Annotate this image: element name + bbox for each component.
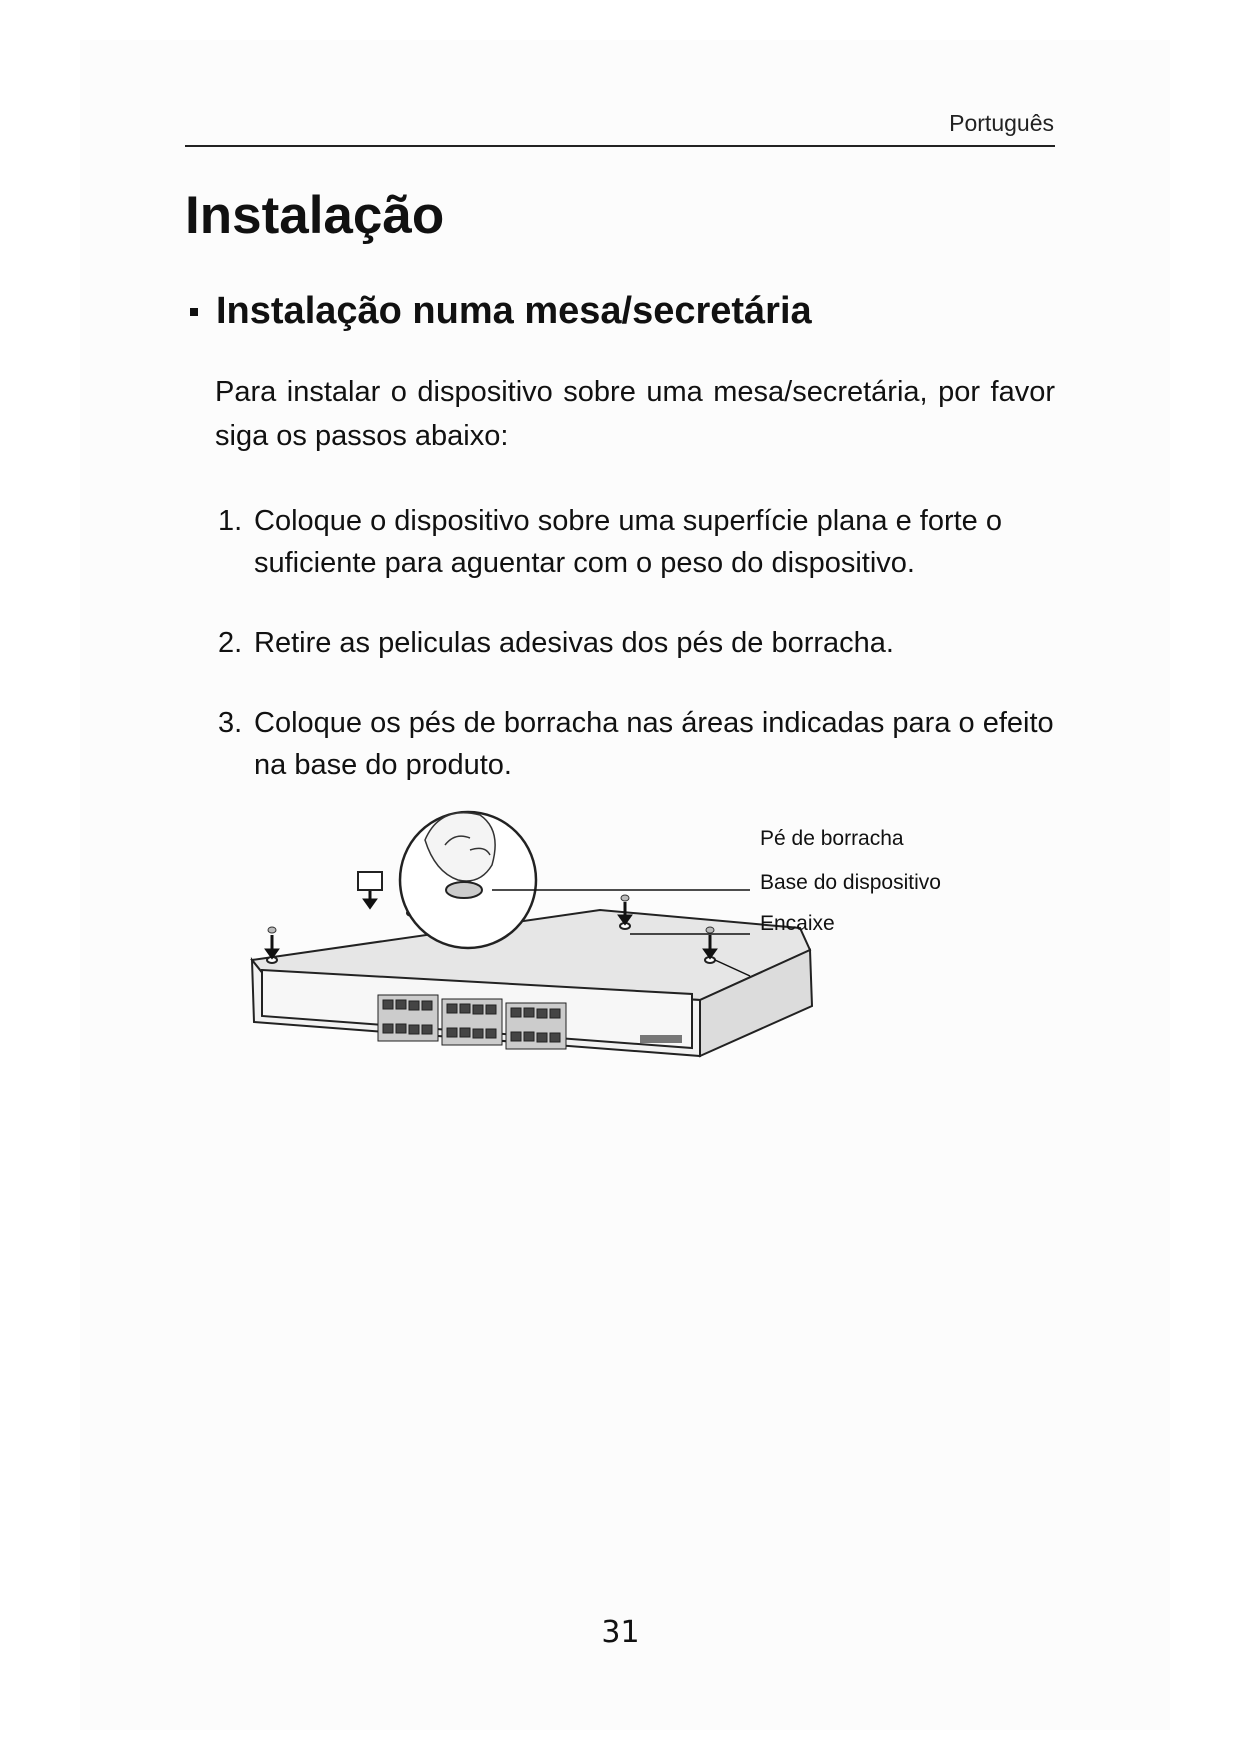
step-text: Retire as peliculas adesivas dos pés de borracha. <box>254 627 894 659</box>
intro-paragraph: Para instalar o dispositivo sobre uma mesa/secretária, por favor siga os passos abaixo: <box>215 376 1055 452</box>
step-text: Coloque o dispositivo sobre uma superfície plana e forte o suficiente para aguentar com o peso do dispositivo. <box>254 505 1002 579</box>
switch-illustration <box>240 810 1060 1110</box>
step-item <box>218 622 1058 664</box>
section-heading-text: Instalação numa mesa/secretária <box>216 290 812 332</box>
step-text: Coloque os pés de borracha nas áreas indicadas para o efeito na base do produto. <box>254 707 1054 781</box>
step-number: 2. <box>218 627 243 659</box>
label-rubber-foot: Pé de borracha <box>760 827 904 850</box>
step-number: 3. <box>218 707 243 739</box>
page-number: 31 <box>601 1615 640 1650</box>
page-title: Instalação <box>185 186 445 245</box>
label-device-base: Base do dispositivo <box>760 871 941 894</box>
rubber-foot-icon <box>446 882 482 898</box>
section-heading <box>190 290 812 333</box>
logo-mark <box>640 1035 682 1043</box>
foot-sticker <box>358 872 382 890</box>
bullet-icon <box>190 308 198 316</box>
label-socket: Encaixe <box>760 912 835 935</box>
step-item <box>218 500 1058 584</box>
header-language: Português <box>949 110 1054 136</box>
steps-list <box>218 500 1058 824</box>
step-item <box>218 702 1058 786</box>
port-group <box>378 995 566 1049</box>
step-number: 1. <box>218 505 243 537</box>
header-divider <box>185 145 1055 147</box>
